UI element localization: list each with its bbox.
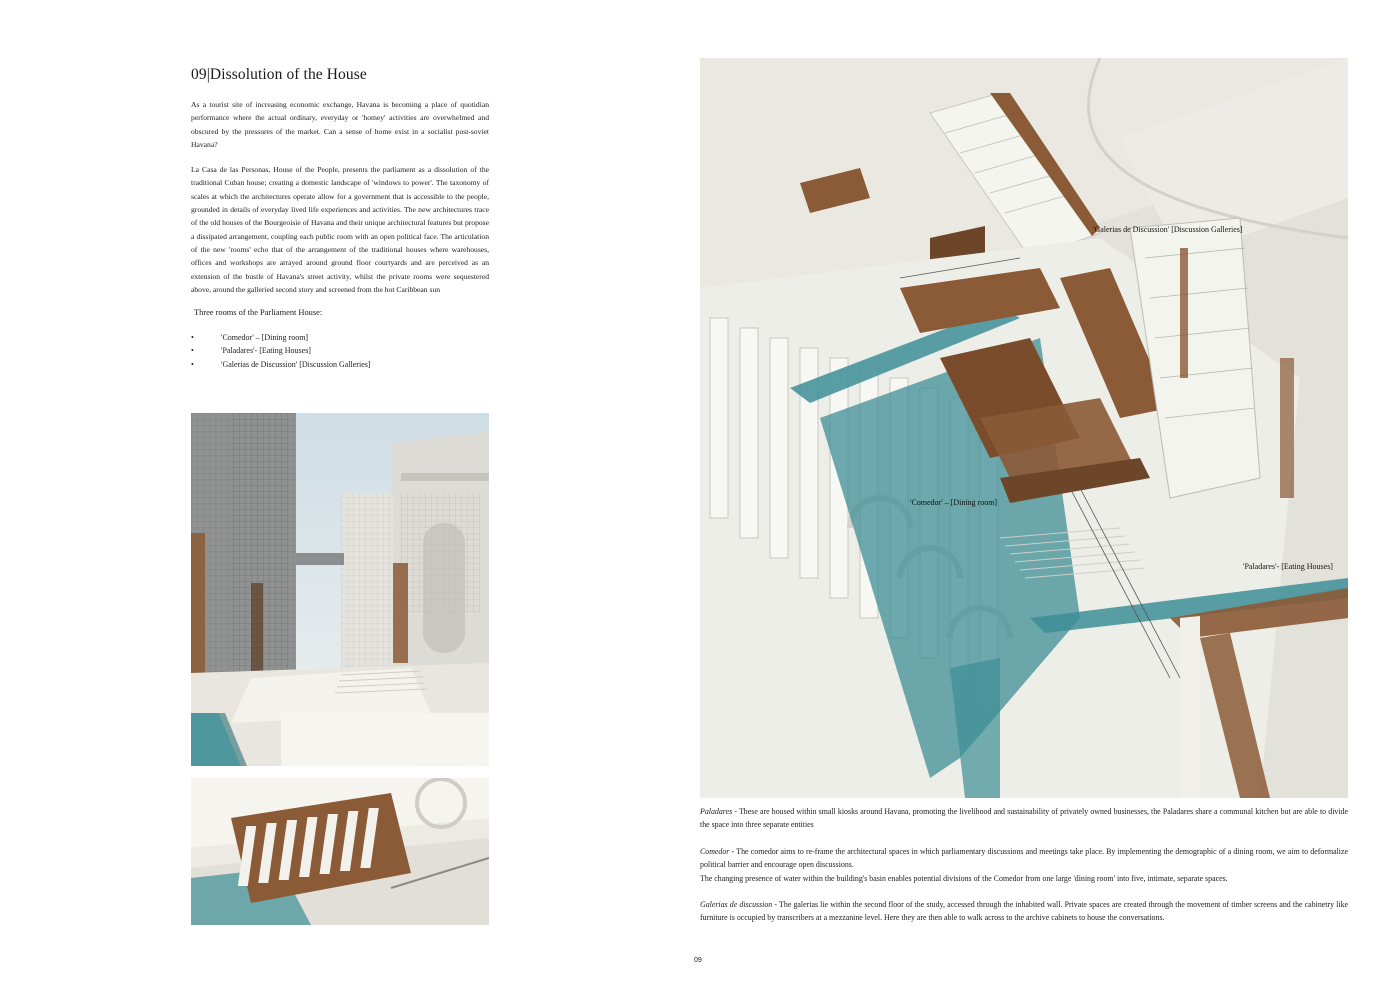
- left-column: [191, 66, 489, 371]
- galerias-term: Galerias de discussion: [700, 900, 773, 910]
- page-number: 09: [694, 957, 702, 964]
- street-perspective-image: [191, 413, 489, 766]
- concept-paragraph: La Casa de las Personas, House of the People, presents the parliament as a dissolution of the traditional Cuban house; creating a domestic landscape of 'windows to power'. The taxonomy of scales at which the architectures operate allow for a government that is accessible to the people, grounded in details of everyday lived life experiences and activities. The new architectures trace of the old houses of the Bourgeoisie of Havana and their unique architectural features but propose a dissipated arrangement, coupling each public room with an open political face. The articulation of the new 'rooms' echo that of the arrangement of the traditional houses where warehouses, offices and workshops are arrayed around ground floor courtyards and are perceived as an extension of the bustle of Havana's street activity, whilst the private rooms were sequestered above, around the galleried second story and screened from the hot Caribbean sun: [191, 165, 489, 294]
- comedor-term: Comedor: [700, 846, 730, 856]
- list-item: • 'Galerias de Discussion' [Discussion Galleries]: [191, 358, 489, 371]
- page-title: 09|Dissolution of the House: [191, 66, 367, 83]
- bullet: •: [191, 359, 194, 369]
- paladares-description: Paladares - These are housed within small kiosks around Havana, promoting the livelihood and sustainability of privately owned businesses, the Paladares share a communal kitchen but are able to divide the space into three separate entities: [700, 807, 1348, 830]
- comedor-description: Comedor - The comedor aims to re-frame the architectural spaces in which parliamentary discussions and meetings take place. By implementing the demographic of a dining room, we aim to deformalize political barrier and encourage open discussions. The changing presence of water within the building's basin enables potential divisions of the Comedor from one large 'dining room' into five, intimate, separate spaces.: [700, 845, 1348, 885]
- callout-galerias: 'Galerias de Discussion' [Discussion Galleries]: [1093, 225, 1243, 234]
- bullet: •: [191, 346, 194, 356]
- rooms-heading: Three rooms of the Parliament House:: [194, 308, 323, 318]
- paladares-term: Paladares: [700, 807, 733, 816]
- callout-comedor: 'Comedor' – [Dining room]: [910, 498, 998, 507]
- exploded-axonometric-drawing: [700, 58, 1348, 798]
- roof-axonometric-image: [191, 778, 489, 925]
- list-item: • 'Comedor' – [Dining room]: [191, 331, 489, 344]
- comedor-water-note: The changing presence of water within the building's basin enables potential divisions of the Comedor from one large 'dining room' into five, intimate, separate spaces.: [700, 873, 1228, 883]
- room-descriptions: [700, 805, 1348, 938]
- callout-paladares: 'Paladares'- [Eating Houses]: [1243, 562, 1333, 571]
- rooms-list: [191, 331, 489, 371]
- bullet: •: [191, 333, 194, 343]
- galerias-description: Galerias de discussion - The galerias lie within the second floor of the study, accessed through the inhabited wall. Private spaces are created through the movement of timber screens and the cabinetry like furniture is occupied by transcribers at a mezzanine level. Here they are then able to walk across to the archive cabinets to house the conversations.: [700, 900, 1349, 923]
- intro-paragraph: As a tourist site of increasing economic exchange, Havana is becoming a place of quotidian performance where the actual ordinary, everyday or 'homey' activities are overwhelmed and obscured by the pressures of the market. Can a sense of home exist in a socialist post-soviet Havana?: [191, 100, 489, 149]
- list-item: • 'Paladares'- [Eating Houses]: [191, 344, 489, 357]
